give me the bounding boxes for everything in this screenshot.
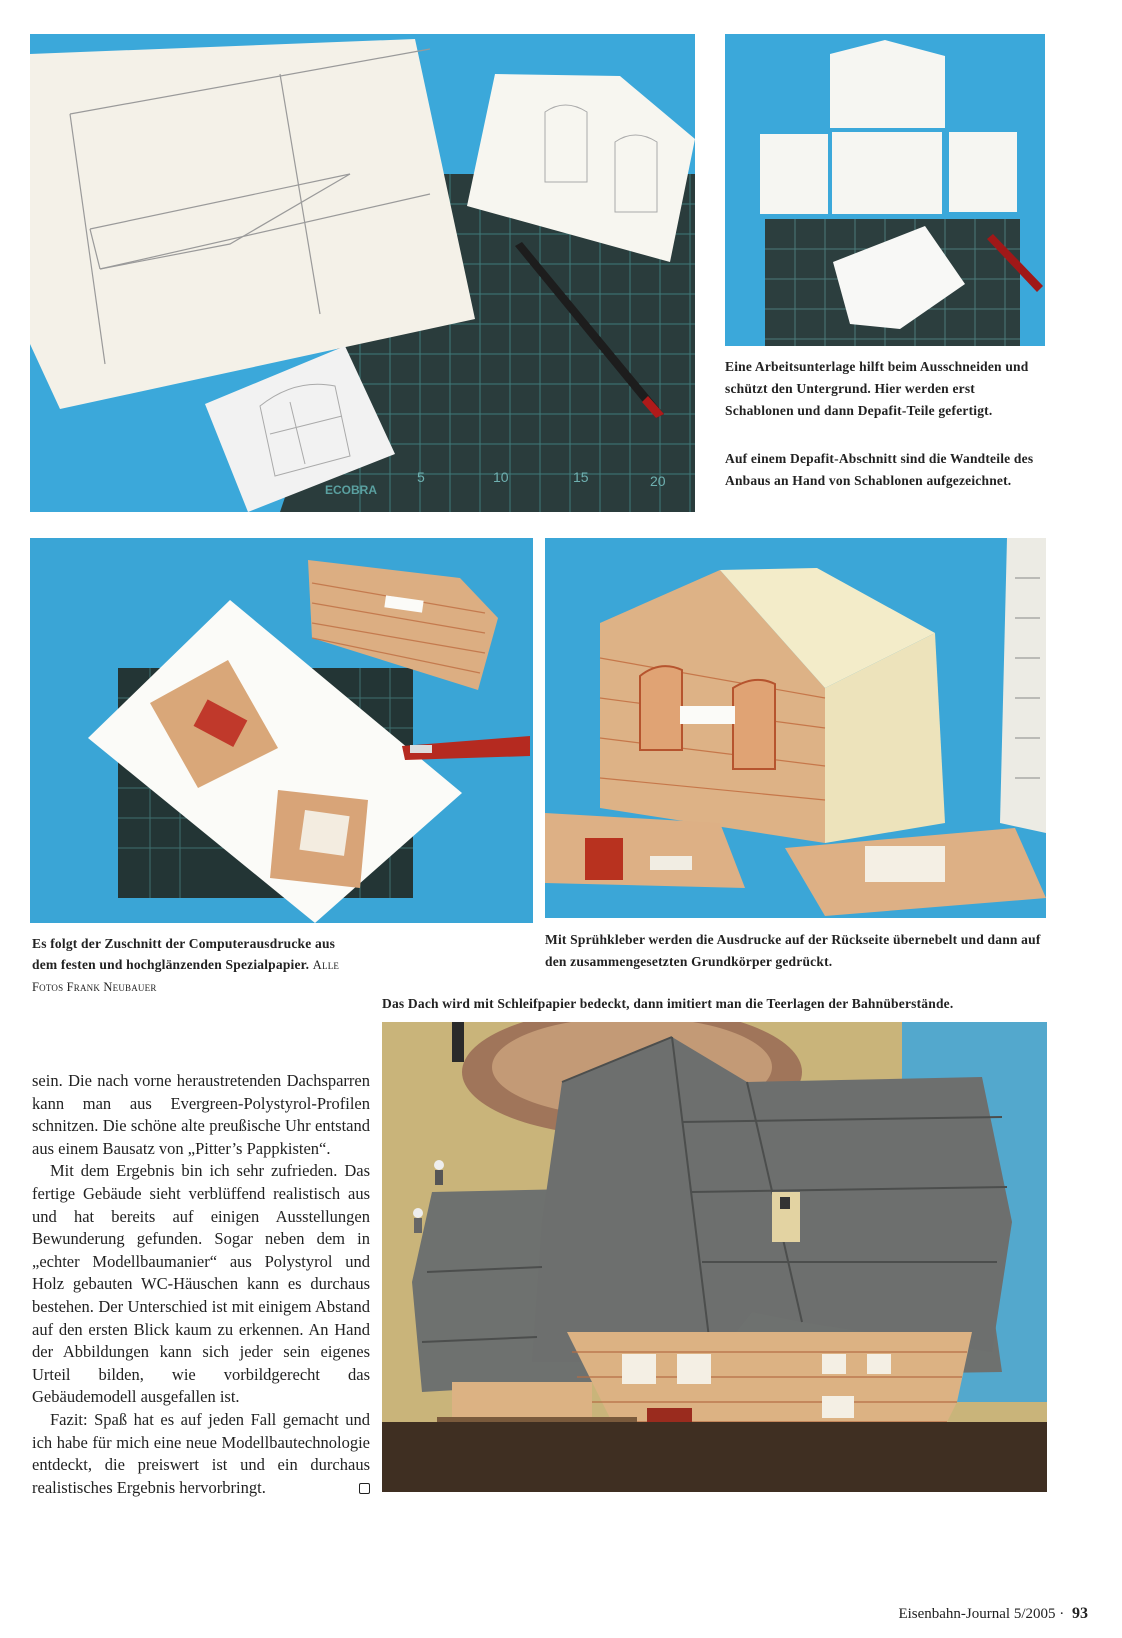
article-body bbox=[32, 1070, 370, 1499]
body-paragraph: Mit dem Ergebnis bin ich sehr zufrieden. Das fertige Gebäude sieht verblüffend realistisch aus und hat bereits auf einigen Ausstellungen Bewunderung gefunden. Sogar neben dem in „echter Modellbaumanier“ aus Polystyrol und Holz gebauten WC-Häuschen kann es durchaus bestehen. Der Unterschied ist mit einigem Abstand auf den ersten Blick kaum zu erkennen. An Hand der Abbildungen kann sich jeder sein eigenes Urteil bilden, wie vorbildgerecht das Gebäudemodell ausgefallen ist. bbox=[32, 1161, 370, 1407]
photo-credit: Alle Fotos Frank Neubauer bbox=[32, 958, 340, 994]
caption-cut-printouts bbox=[32, 933, 362, 998]
photo-finished-model bbox=[382, 1022, 1047, 1492]
photo-cut-printouts bbox=[30, 538, 533, 923]
ruler-number: 5 bbox=[417, 469, 425, 485]
ruler-number: 20 bbox=[650, 473, 666, 489]
ruler-number: 15 bbox=[573, 469, 589, 485]
page-number: 93 bbox=[1072, 1605, 1088, 1622]
page-footer bbox=[898, 1605, 1088, 1623]
caption-text: Es folgt der Zuschnitt der Computerausdrucke aus dem festen und hochglänzenden Spezialpapier. bbox=[32, 936, 336, 972]
mat-brand-label: ECOBRA bbox=[325, 483, 378, 497]
photo-templates bbox=[725, 34, 1045, 346]
caption-work-mat: Eine Arbeitsunterlage hilft beim Ausschneiden und schützt den Untergrund. Hier werden erst Schablonen und dann Depafit-Teile gefertigt. bbox=[725, 359, 1029, 418]
ruler-number: 10 bbox=[493, 469, 509, 485]
caption-roof: Das Dach wird mit Schleifpapier bedeckt, dann imitiert man die Teerlagen der Bahnüberstände. bbox=[382, 996, 954, 1011]
caption-depafit-section: Auf einem Depafit-Abschnitt sind die Wandteile des Anbaus an Hand von Schablonen aufgezeichnet. bbox=[725, 451, 1034, 488]
photo-cutting-templates bbox=[30, 34, 695, 512]
photo-assembled-body bbox=[545, 538, 1046, 918]
body-paragraph: sein. Die nach vorne heraustretenden Dachsparren kann man aus Evergreen-Polystyrol-Profilen schnitzen. Die schöne alte preußische Uhr entstand aus einem Bausatz von „Pitter’s Pappkisten“. bbox=[32, 1071, 370, 1158]
body-paragraph bbox=[32, 1409, 370, 1499]
footer-separator: · bbox=[1059, 1606, 1065, 1622]
body-paragraph-text: Fazit: Spaß hat es auf jeden Fall gemacht und ich habe für mich eine neue Modellbautechnologie entdeckt, die preiswert ist und ein durchaus realistisches Ergebnis hervorbringt. bbox=[32, 1409, 370, 1497]
caption-spray-adhesive: Mit Sprühkleber werden die Ausdrucke auf der Rückseite übernebelt und dann auf den zusammengesetzten Grundkörper gedrückt. bbox=[545, 932, 1041, 969]
journal-name: Eisenbahn-Journal 5/2005 bbox=[898, 1606, 1056, 1622]
end-mark-icon bbox=[359, 1483, 370, 1494]
